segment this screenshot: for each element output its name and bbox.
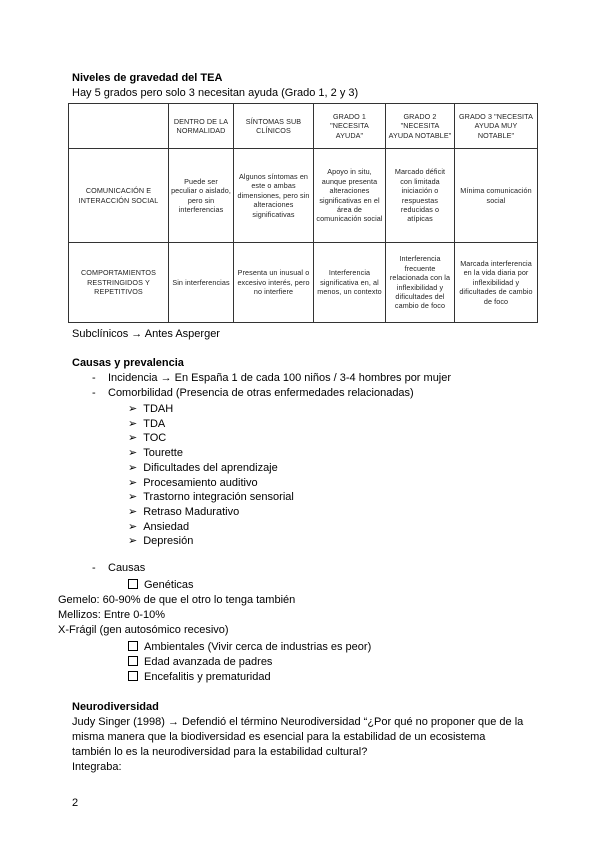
table-cell: Marcado déficit con limitada iniciación o respuestas reducidas o atípicas (386, 149, 455, 243)
checkbox-icon[interactable] (128, 671, 138, 681)
mellizos-text: Mellizos: Entre 0-10% (58, 609, 165, 621)
paragraph-line: Judy Singer (1998) → Defendió el término Neurodiversidad “¿Por qué no proponer que de la (72, 716, 524, 728)
gemelo-text: Gemelo: 60-90% de que el otro lo tenga también (58, 594, 296, 606)
dash-bullet: - (92, 562, 96, 574)
table-cell: COMPORTAMIENTOS RESTRINGIDOS Y REPETITIVOS (69, 243, 169, 323)
table-header-cell: GRADO 2 "NECESITA AYUDA NOTABLE" (386, 104, 455, 149)
comorbidity-item (128, 417, 165, 431)
paragraph-line: misma manera que la biodiversidad es esencial para la estabilidad de un ecosistema (72, 731, 486, 743)
comorbidity-item (128, 505, 239, 519)
table-cell: Puede ser peculiar o aislado, pero sin interferencias (169, 149, 234, 243)
table-cell: Marcada interferencia en la vida diaria por inflexibilidad y dificultades de cambio de foco (455, 243, 538, 323)
arrow-bullet-icon: ➢ (128, 403, 138, 415)
table-header-cell: GRADO 3 "NECESITA AYUDA MUY NOTABLE" (455, 104, 538, 149)
comorbidity-item (128, 534, 193, 548)
comorbidity-label: Retraso Madurativo (143, 505, 240, 518)
table-row (69, 149, 538, 243)
arrow-bullet-icon: ➢ (128, 432, 138, 445)
comorbidity-label: Depresión (143, 535, 194, 548)
section-title-neurodiversidad: Neurodiversidad (72, 701, 159, 713)
checkbox-item[interactable] (128, 670, 271, 684)
table-cell: Algunos síntomas en este o ambas dimensiones, pero sin alteraciones significativas (234, 149, 314, 243)
checkbox-icon[interactable] (128, 579, 138, 589)
section-title-niveles: Niveles de gravedad del TEA (72, 72, 223, 84)
paragraph-line: también lo es la neurodiversidad para la estabilidad cultural? (72, 746, 368, 758)
xfragil-text: X-Frágil (gen autosómico recesivo) (58, 624, 229, 636)
table-cell: Apoyo in situ, aunque presenta alteraciones significativas en el área de comunicación social (314, 149, 386, 243)
arrow-bullet-icon: ➢ (128, 461, 138, 474)
comorbidity-label: Trastorno integración sensorial (143, 491, 294, 504)
arrow-bullet-icon: ➢ (128, 505, 138, 518)
checkbox-item[interactable] (128, 640, 371, 654)
table-header-cell: SÍNTOMAS SUB CLÍNICOS (234, 104, 314, 149)
table-cell: Sin interferencias (169, 243, 234, 323)
comorbidity-item (128, 446, 183, 460)
table-cell: Presenta un inusual o excesivo interés, pero no interfiere (234, 243, 314, 323)
comorbidity-label: TDA (143, 417, 166, 430)
comorbidity-item (128, 476, 258, 490)
arrow-bullet-icon: ➢ (128, 535, 138, 548)
checkbox-label: Encefalitis y prematuridad (144, 671, 271, 683)
table-row (69, 243, 538, 323)
table-header-cell (69, 104, 169, 149)
checkbox-icon[interactable] (128, 641, 138, 651)
table-cell: COMUNICACIÓN E INTERACCIÓN SOCIAL (69, 149, 169, 243)
incidencia-text: Incidencia → En España 1 de cada 100 niños / 3-4 hombres por mujer (108, 372, 452, 384)
comorbidity-item (128, 520, 189, 534)
arrow-bullet-icon: ➢ (128, 447, 138, 460)
comorbidity-label: TDAH (143, 403, 174, 415)
comorbidity-item (128, 461, 278, 475)
grades-subtitle: Hay 5 grados pero solo 3 necesitan ayuda (Grado 1, 2 y 3) (72, 87, 359, 99)
comorbidity-label: Dificultades del aprendizaje (143, 461, 278, 474)
checkbox-item[interactable] (128, 578, 194, 592)
table-header-cell: DENTRO DE LA NORMALIDAD (169, 104, 234, 149)
arrow-bullet-icon: ➢ (128, 520, 138, 533)
paragraph-line: Integraba: (72, 761, 122, 773)
checkbox-label: Ambientales (Vivir cerca de industrias es peor) (144, 641, 372, 653)
severity-table (68, 103, 538, 323)
table-cell: Mínima comunicación social (455, 149, 538, 243)
table-cell: Interferencia frecuente relacionada con la inflexibilidad y dificultades del cambio de foco (386, 243, 455, 323)
comorbidity-label: TOC (143, 432, 167, 445)
checkbox-icon[interactable] (128, 656, 138, 666)
comorbidity-label: Tourette (143, 447, 183, 460)
comorbidity-label: Procesamiento auditivo (143, 476, 258, 489)
arrow-bullet-icon: ➢ (128, 417, 138, 430)
table-header-row (69, 104, 538, 149)
checkbox-label: Genéticas (144, 579, 194, 591)
page-number: 2 (72, 797, 79, 809)
section-title-causas: Causas y prevalencia (72, 357, 184, 369)
comorbilidad-text: Comorbilidad (Presencia de otras enfermedades relacionadas) (108, 387, 414, 399)
causas-text: Causas (108, 562, 146, 574)
comorbidity-item (128, 490, 294, 504)
arrow-bullet-icon: ➢ (128, 491, 138, 504)
subclinicos-note: Subclínicos → Antes Asperger (72, 328, 220, 340)
checkbox-item[interactable] (128, 655, 272, 669)
dash-bullet: - (92, 372, 96, 384)
comorbidity-item (128, 431, 166, 445)
checkbox-label: Edad avanzada de padres (144, 656, 273, 668)
comorbidity-label: Ansiedad (143, 520, 190, 533)
comorbidity-item (128, 402, 173, 416)
arrow-bullet-icon: ➢ (128, 476, 138, 489)
table-header-cell: GRADO 1 "NECESITA AYUDA" (314, 104, 386, 149)
table-cell: Interferencia significativa en, al menos, un contexto (314, 243, 386, 323)
dash-bullet: - (92, 387, 96, 399)
